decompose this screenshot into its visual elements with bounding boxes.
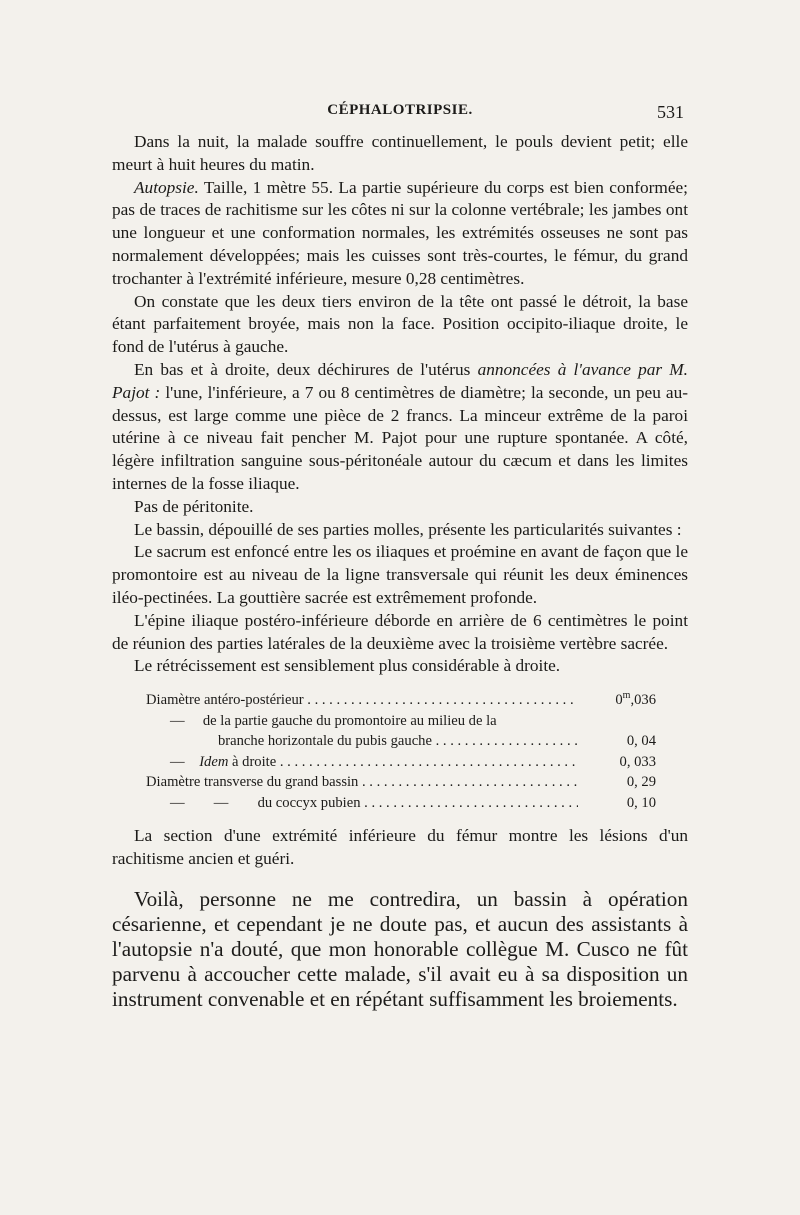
paragraph: On constate que les deux tiers environ de la tête ont passé le détroit, la base étant parfaitement broyée, mais non la face. Position occipito-iliaque droite, le fond de l'utérus à gauche. bbox=[112, 291, 688, 357]
paragraph: La section d'une extrémité inférieure du fémur montre les lésions d'un rachitisme ancien et guéri. bbox=[112, 826, 688, 868]
measurement-row bbox=[146, 772, 656, 793]
measurement-value: 0$^m$,036 bbox=[615, 690, 656, 709]
paragraph-text: Taille, 1 mètre 55. La partie supérieure du corps est bien conformée; pas de traces de rachitisme sur les côtes ni sur la colonne vertébrale; les jambes ont une longueur et une conformation normales, les extrémités osseuses ne sont pas normalement développées; mais les cuisses sont très-courtes, le fémur, du grand trochanter à l'extrémité inférieure, mesure 0,28 centimètres. bbox=[112, 177, 688, 288]
measurement-label: — de la partie gauche du promontoire au milieu de la bbox=[170, 712, 497, 729]
measurement-row bbox=[146, 752, 656, 773]
page-header bbox=[112, 102, 688, 128]
closing-paragraph-block bbox=[112, 887, 688, 1012]
measurement-label: Diamètre transverse du grand bassin . . . bbox=[146, 772, 578, 793]
measurement-label: Diamètre antéro-postérieur . . . bbox=[146, 690, 578, 711]
measurement-row bbox=[146, 690, 656, 711]
ditto-dash: — bbox=[213, 794, 229, 811]
page-body bbox=[112, 131, 688, 1012]
measurement-label: branche horizontale du pubis gauche . . . bbox=[146, 731, 578, 752]
paragraph-large: Voilà, personne ne me contredira, un bassin à opération césarienne, et cependant je ne doute pas, et aucun des assistants à l'autopsie n'a douté, que mon honorable collègue M. Cusco ne fût parvenu à accoucher cette malade, s'il avait eu à sa disposition un instrument convenable et en répétant suffisamment les broiements. bbox=[112, 886, 688, 1011]
paragraph-text: En bas et à droite, deux déchirures de l'utérus bbox=[134, 359, 478, 379]
italic-text: annoncées à l'avance par M. Pajot : bbox=[112, 359, 688, 402]
ditto-dash: — bbox=[170, 794, 185, 811]
measurement-value: 0, 10 bbox=[626, 794, 656, 811]
measurement-row bbox=[146, 731, 656, 752]
measurements-table bbox=[146, 690, 656, 813]
ditto-dash: — bbox=[170, 712, 185, 729]
measurement-label: — Idem à droite . . . bbox=[146, 752, 578, 773]
autopsie-heading: Autopsie. bbox=[134, 177, 199, 197]
measurement-value: 0, 033 bbox=[619, 753, 656, 770]
paragraph: Le sacrum est enfoncé entre les os iliaques et proémine en avant de façon que le promontoire est au niveau de la ligne transversale qui réunit les deux éminences iléo-pectinées. La gouttière sacrée est extrêmement profonde. bbox=[112, 542, 688, 607]
measurement-row bbox=[146, 711, 656, 732]
paragraph: Le bassin, dépouillé de ses parties molles, présente les particularités suivantes : bbox=[134, 519, 682, 539]
measurement-row bbox=[146, 793, 656, 814]
paragraph: Dans la nuit, la malade souffre continuellement, le pouls devient petit; elle meurt à huit heures du matin. bbox=[112, 132, 688, 174]
paragraph: L'épine iliaque postéro-inférieure déborde en arrière de 6 centimètres le point de réunion des parties latérales de la deuxième avec la troisième vertèbre sacrée. bbox=[112, 610, 688, 653]
running-title: CÉPHALOTRIPSIE. bbox=[327, 102, 473, 118]
paragraph: Pas de péritonite. bbox=[134, 496, 254, 516]
ditto-dash: — bbox=[170, 753, 185, 770]
measurement-label: — — du coccyx pubien . . . bbox=[146, 793, 578, 814]
paragraph-autopsie bbox=[112, 177, 688, 291]
paragraph-text: l'une, l'inférieure, a 7 ou 8 centimètres de diamètre; la seconde, un peu au-dessus, est large comme une pièce de 2 francs. La minceur extrême de la paroi utérine à ce niveau fait pencher M. Pajot pour une rupture spontanée. A côté, légère infiltration sanguine sous-péritonéale autour du cæcum et dans les limites internes de la fosse iliaque. bbox=[112, 382, 688, 493]
page-number: 531 bbox=[657, 102, 684, 122]
measurement-value: 0, 04 bbox=[626, 733, 656, 750]
paragraph: Le rétrécissement est sensiblement plus considérable à droite. bbox=[134, 656, 561, 676]
paragraph-dechirures bbox=[112, 359, 688, 496]
measurement-value: 0, 29 bbox=[626, 774, 656, 791]
